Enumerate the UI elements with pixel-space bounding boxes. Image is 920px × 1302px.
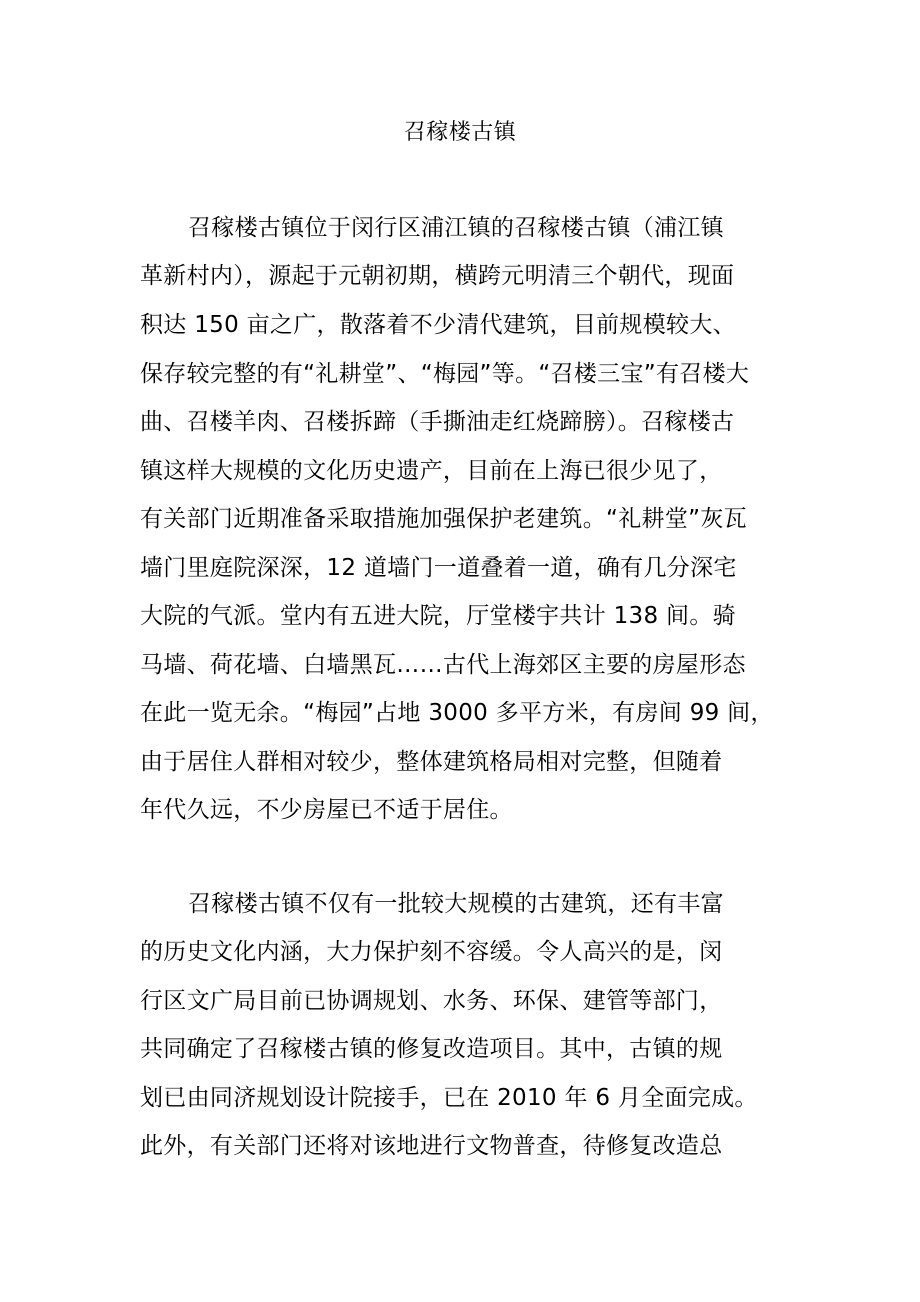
paragraph-1-line-12: 由于居住人群相对较少，整体建筑格局相对完整，但随着 bbox=[140, 749, 723, 775]
paragraph-1-line-13: 年代久远，不少房屋已不适于居住。 bbox=[140, 797, 513, 823]
paragraph-2-line-3: 行区文广局目前已协调规划、水务、环保、建管等部门， bbox=[140, 988, 723, 1014]
document-title: 召稼楼古镇 bbox=[403, 120, 517, 145]
paragraph-1-line-6: 镇这样大规模的文化历史遗产，目前在上海已很少见了， bbox=[140, 458, 723, 484]
paragraph-1-line-7: 有关部门近期准备采取措施加强保护老建筑。“礼耕堂”灰瓦 bbox=[140, 506, 747, 532]
paragraph-1-line-1: 召稼楼古镇位于闵行区浦江镇的召稼楼古镇（浦江镇 bbox=[188, 215, 724, 241]
paragraph-2-line-1: 召稼楼古镇不仅有一批较大规模的古建筑，还有丰富 bbox=[188, 891, 724, 917]
paragraph-2-line-2: 的历史文化内涵，大力保护刻不容缓。令人高兴的是，闵 bbox=[140, 939, 723, 965]
paragraph-2-line-4: 共同确定了召稼楼古镇的修复改造项目。其中，古镇的规 bbox=[140, 1036, 723, 1062]
paragraph-1-line-4: 保存较完整的有“礼耕堂”、“梅园”等。“召楼三宝”有召楼大 bbox=[140, 361, 750, 387]
paragraph-2-line-6: 此外，有关部门还将对该地进行文物普查，待修复改造总 bbox=[140, 1133, 723, 1159]
paragraph-1-line-9: 大院的气派。堂内有五进大院，厅堂楼宇共计 138 间。骑 bbox=[140, 603, 736, 629]
paragraph-1-line-5: 曲、召楼羊肉、召楼拆蹄（手撕油走红烧蹄膀）。召稼楼古 bbox=[140, 409, 735, 435]
paragraph-2-line-5: 划已由同济规划设计院接手，已在 2010 年 6 月全面完成。 bbox=[140, 1085, 758, 1111]
paragraph-1-line-11: 在此一览无余。“梅园”占地 3000 多平方米，有房间 99 间， bbox=[140, 700, 774, 726]
paragraph-1-line-10: 马墙、荷花墙、白墙黑瓦……古代上海郊区主要的房屋形态 bbox=[140, 652, 746, 678]
paragraph-1-line-8: 墙门里庭院深深，12 道墙门一道叠着一道，确有几分深宅 bbox=[140, 555, 737, 581]
paragraph-1-line-3: 积达 150 亩之广，散落着不少清代建筑，目前规模较大、 bbox=[140, 312, 736, 338]
paragraph-1-line-2: 革新村内），源起于元朝初期，横跨元明清三个朝代，现面 bbox=[140, 263, 735, 289]
